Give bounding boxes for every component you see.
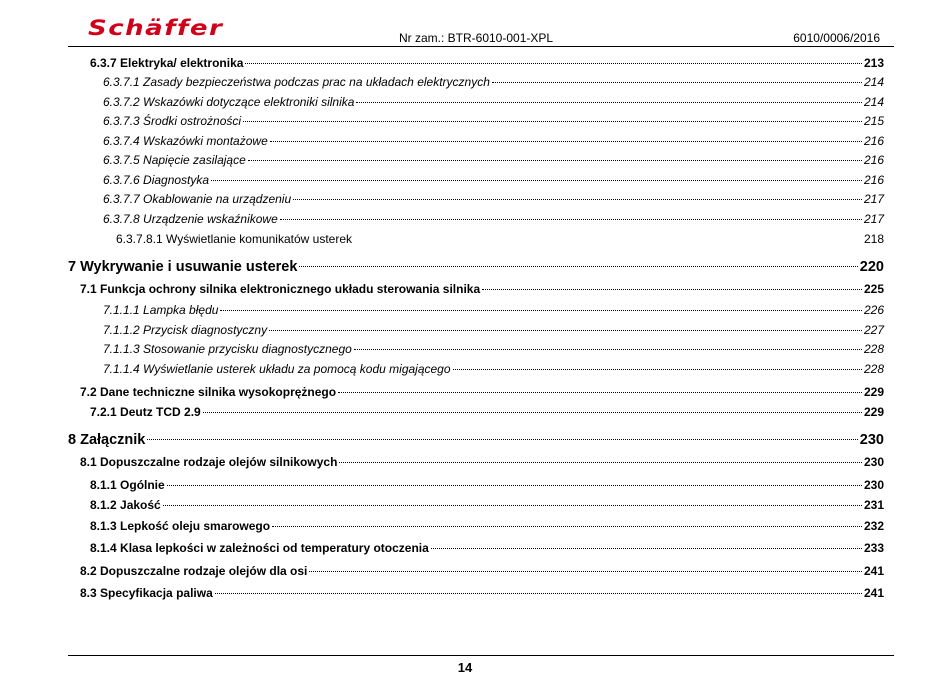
toc-entry-label: 6.3.7.3 Środki ostrożności — [103, 114, 242, 128]
toc-entry[interactable] — [103, 323, 884, 337]
toc-entry-label: 6.3.7.4 Wskazówki montażowe — [103, 134, 268, 148]
toc-entry[interactable] — [68, 432, 884, 448]
toc-leader-dots — [354, 349, 862, 350]
toc-entry-page: 227 — [863, 323, 884, 337]
toc-entry[interactable] — [90, 478, 884, 492]
toc-entry-page: 233 — [863, 541, 884, 555]
toc-leader-dots — [203, 412, 862, 413]
footer-rule — [68, 655, 894, 656]
order-number: Nr zam.: BTR-6010-001-XPL — [399, 31, 554, 45]
toc-entry-page: 220 — [859, 259, 884, 275]
toc-entry-page: 215 — [863, 114, 884, 128]
toc-entry-page: 225 — [863, 282, 884, 296]
toc-entry[interactable] — [80, 282, 884, 296]
toc-entry-page: 218 — [863, 232, 884, 246]
toc-leader-dots — [338, 392, 862, 393]
toc-entry[interactable] — [80, 564, 884, 578]
toc-entry-label: 7 Wykrywanie i usuwanie usterek — [68, 259, 298, 275]
toc-leader-dots — [280, 219, 862, 220]
toc-entry-page: 230 — [859, 432, 884, 448]
toc-leader-dots — [270, 141, 862, 142]
toc-leader-dots — [215, 593, 862, 594]
toc-entry[interactable] — [103, 75, 884, 89]
toc-entry[interactable] — [90, 405, 884, 419]
toc-entry-label: 6.3.7.5 Napięcie zasilające — [103, 153, 246, 167]
toc-entry-page: 226 — [863, 303, 884, 317]
toc-entry-label: 8.1.4 Klasa lepkości w zależności od temperatury otoczenia — [90, 541, 429, 555]
toc-entry-page: 214 — [863, 75, 884, 89]
toc-leader-dots — [431, 548, 862, 549]
toc-entry-page: 228 — [863, 362, 884, 376]
toc-entry[interactable] — [103, 153, 884, 167]
toc-leader-dots — [299, 266, 857, 267]
toc-entry-page: 230 — [863, 455, 884, 469]
toc-entry-label: 6.3.7.8 Urządzenie wskaźnikowe — [103, 212, 278, 226]
toc-entry[interactable] — [103, 342, 884, 356]
toc-entry[interactable] — [116, 232, 884, 246]
toc-entry-label: 8.1.2 Jakość — [90, 498, 161, 512]
toc-entry-label: 7.1.1.1 Lampka błędu — [103, 303, 219, 317]
toc-leader-dots — [248, 160, 862, 161]
toc-entry-label: 6.3.7.1 Zasady bezpieczeństwa podczas prac na układach elektrycznych — [103, 75, 490, 89]
toc-leader-dots — [163, 505, 862, 506]
toc-entry[interactable] — [103, 212, 884, 226]
toc-entry-label: 8.2 Dopuszczalne rodzaje olejów dla osi — [80, 564, 308, 578]
toc-entry[interactable] — [80, 385, 884, 399]
toc-entry-label: 6.3.7.7 Okablowanie na urządzeniu — [103, 192, 292, 206]
toc-entry-page: 229 — [863, 385, 884, 399]
toc-leader-dots — [453, 369, 862, 370]
toc-entry[interactable] — [90, 519, 884, 533]
toc-leader-dots — [309, 571, 862, 572]
toc-entry-label: 7.2.1 Deutz TCD 2.9 — [90, 405, 201, 419]
toc-leader-dots — [245, 63, 862, 64]
page-number: 14 — [457, 660, 473, 675]
toc-entry-page: 241 — [863, 564, 884, 578]
toc-leader-dots — [269, 330, 862, 331]
toc-leader-dots — [220, 310, 862, 311]
toc-leader-dots — [339, 462, 862, 463]
toc-entry[interactable] — [103, 134, 884, 148]
toc-entry-page: 229 — [863, 405, 884, 419]
toc-entry-page: 217 — [863, 192, 884, 206]
toc-entry-page: 216 — [863, 153, 884, 167]
toc-entry-page: 217 — [863, 212, 884, 226]
toc-entry-label: 7.1.1.4 Wyświetlanie usterek układu za pomocą kodu migającego — [103, 362, 451, 376]
toc-entry[interactable] — [90, 541, 884, 555]
toc-entry-label: 6.3.7 Elektryka/ elektronika — [90, 56, 244, 70]
toc-entry[interactable] — [90, 56, 884, 70]
toc-leader-dots — [211, 180, 862, 181]
toc-leader-dots — [356, 102, 862, 103]
toc-entry-label: 8.3 Specyfikacja paliwa — [80, 586, 213, 600]
toc-entry-page: 232 — [863, 519, 884, 533]
toc-entry-page: 228 — [863, 342, 884, 356]
toc-entry[interactable] — [90, 498, 884, 512]
toc-entry-page: 241 — [863, 586, 884, 600]
toc-entry-page: 213 — [863, 56, 884, 70]
document-number: 6010/0006/2016 — [793, 31, 880, 45]
toc-entry[interactable] — [103, 303, 884, 317]
toc-entry-label: 8.1 Dopuszczalne rodzaje olejów silnikowych — [80, 455, 338, 469]
toc-entry[interactable] — [103, 95, 884, 109]
header-rule — [68, 46, 894, 47]
toc-entry-label: 8.1.1 Ogólnie — [90, 478, 165, 492]
toc-entry-page: 216 — [863, 134, 884, 148]
toc-entry-page: 214 — [863, 95, 884, 109]
page-header — [68, 14, 894, 48]
toc-leader-dots — [167, 485, 862, 486]
toc-entry[interactable] — [103, 192, 884, 206]
toc-entry[interactable] — [80, 455, 884, 469]
toc-entry-label: 6.3.7.8.1 Wyświetlanie komunikatów usterek — [116, 232, 353, 246]
toc-entry[interactable] — [103, 173, 884, 187]
toc-leader-dots — [492, 82, 862, 83]
toc-entry[interactable] — [103, 114, 884, 128]
toc-leader-dots — [482, 289, 862, 290]
toc-entry-label: 7.1.1.3 Stosowanie przycisku diagnostycznego — [103, 342, 352, 356]
toc-entry[interactable] — [68, 259, 884, 275]
schaffer-logo: Schäffer — [88, 16, 224, 41]
toc-entry-label: 7.1.1.2 Przycisk diagnostyczny — [103, 323, 268, 337]
toc-entry[interactable] — [80, 586, 884, 600]
toc-entry[interactable] — [103, 362, 884, 376]
toc-entry-page: 216 — [863, 173, 884, 187]
toc-leader-dots — [147, 439, 857, 440]
toc-entry-page: 230 — [863, 478, 884, 492]
toc-leader-dots — [293, 199, 862, 200]
toc-entry-label: 7.1 Funkcja ochrony silnika elektronicznego układu sterowania silnika — [80, 282, 481, 296]
toc-entry-label: 6.3.7.6 Diagnostyka — [103, 173, 210, 187]
toc-entry-label: 8.1.3 Lepkość oleju smarowego — [90, 519, 271, 533]
toc-entry-label: 8 Załącznik — [68, 432, 146, 448]
toc-leader-dots — [243, 121, 862, 122]
toc-leader-dots — [272, 526, 862, 527]
toc-entry-label: 6.3.7.2 Wskazówki dotyczące elektroniki silnika — [103, 95, 355, 109]
toc-entry-label: 7.2 Dane techniczne silnika wysokoprężnego — [80, 385, 337, 399]
toc-entry-page: 231 — [863, 498, 884, 512]
